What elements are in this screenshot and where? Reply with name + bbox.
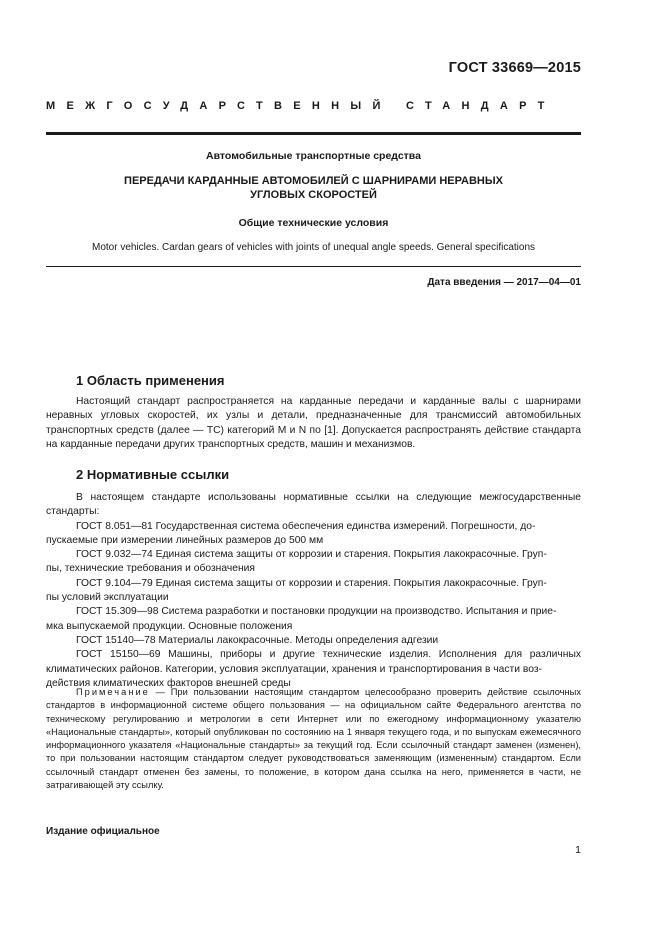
- section-1-body: [46, 395, 581, 452]
- document-subtitle: Общие технические условия: [238, 217, 389, 229]
- reference-item: ГОСТ 8.051—81 Государственная система обеспечения единства измерений. Погрешности, до-: [76, 520, 536, 532]
- page-number: 1: [575, 844, 581, 856]
- section-1-heading: 1 Область применения: [76, 373, 225, 388]
- introduction-date: Дата введения — 2017—04—01: [427, 277, 581, 288]
- english-title: Motor vehicles. Cardan gears of vehicles with joints of unequal angle speeds. General specifications: [91, 242, 536, 253]
- subject-line: Автомобильные транспортные средства: [206, 150, 421, 162]
- edition-label: Издание официальное: [46, 826, 160, 837]
- section-2-body: [46, 491, 581, 691]
- reference-item: ГОСТ 15150—69 Машины, приборы и другие технические изделия. Исполнения для различных климатических районов. Категории, условия эксплуатации, хранения и транспортирования в части воз-: [46, 649, 581, 675]
- title-line-2: УГЛОВЫХ СКОРОСТЕЙ: [250, 188, 377, 201]
- section-2-heading: 2 Нормативные ссылки: [76, 467, 230, 482]
- section-2-intro: В настоящем стандарте использованы нормативные ссылки на следующие межгосударственные стандарты:: [46, 492, 581, 518]
- title-line-1: ПЕРЕДАЧИ КАРДАННЫЕ АВТОМОБИЛЕЙ С ШАРНИРАМИ НЕРАВНЫХ: [124, 175, 503, 187]
- reference-item-continuation: пускаемые при измерении линейных размеров до 500 мм: [46, 534, 324, 546]
- document-title: [46, 175, 581, 202]
- reference-item: ГОСТ 15140—78 Материалы лакокрасочные. Методы определения адгезии: [76, 634, 439, 646]
- reference-item: ГОСТ 15.309—98 Система разработки и постановки продукции на производство. Испытания и прие-: [76, 606, 557, 618]
- header-divider: [46, 132, 581, 135]
- section-1-paragraph: Настоящий стандарт распространяется на карданные передачи и карданные валы с шарнирами неравных угловых скоростей, их узлы и детали, предназначенные для трансмиссий автомобильных транспортных средств (далее — ТС) категорий M и N по [1]. Допускается распространять действие стандарта на карданные передачи других транспортных средств, машин и механизмов.: [46, 396, 581, 450]
- document-number: ГОСТ 33669—2015: [448, 60, 581, 76]
- note-text: — При пользовании настоящим стандартом целесообразно проверить действие ссылочных стандартов в информационной системе общего пользования — на официальном сайте Федерального агентства по техническому регулированию и метрологии в сети Интернет или по ежегодному информационному указателю «Национальные стандарты», который опубликован по состоянию на 1 января текущего года, и по выпускам ежемесячного информационного указателя «Национальные стандарты» за текущий год. Если ссылочный стандарт заменен (изменен), то при пользовании настоящим стандартом следует руководствоваться заменяющим (измененным) стандартом. Если ссылочный стандарт отменен без замены, то положение, в котором дана ссылка на него, применяется в части, не затрагивающей эту ссылку.: [46, 687, 581, 791]
- reference-item-continuation: действия климатических факторов внешней среды: [46, 677, 291, 689]
- reference-item-continuation: пы условий эксплуатации: [46, 592, 169, 604]
- reference-item-continuation: мка выпускаемой продукции. Основные положения: [46, 620, 293, 632]
- reference-item: ГОСТ 9.104—79 Единая система защиты от коррозии и старения. Покрытия лакокрасочные. Груп-: [76, 577, 547, 589]
- title-divider: [46, 266, 581, 267]
- reference-item-continuation: пы, технические требования и обозначения: [46, 563, 255, 575]
- standard-kind: МЕЖГОСУДАРСТВЕННЫЙ СТАНДАРТ: [46, 100, 556, 112]
- note-label: Примечание: [76, 687, 150, 697]
- reference-item: ГОСТ 9.032—74 Единая система защиты от коррозии и старения. Покрытия лакокрасочные. Груп-: [76, 549, 547, 561]
- note-block: [46, 686, 581, 792]
